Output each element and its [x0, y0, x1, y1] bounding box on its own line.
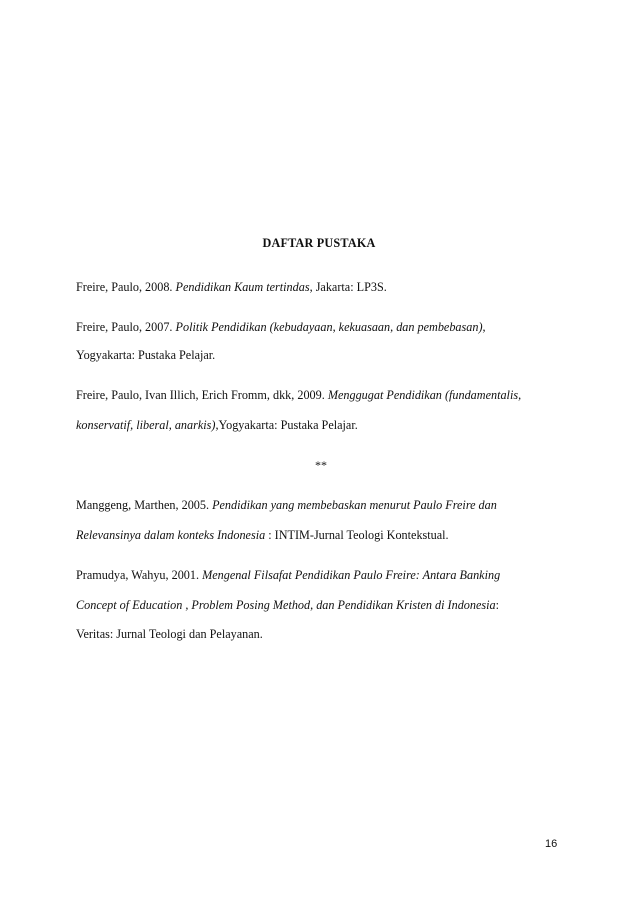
page-number: 16	[545, 838, 558, 850]
reference-2-line-2	[76, 348, 215, 362]
reference-title-continued: Relevansinya dalam konteks Indonesia	[76, 528, 266, 542]
reference-5-line-2	[76, 598, 499, 612]
reference-publisher: : INTIM-Jurnal Teologi Kontekstual.	[265, 528, 449, 542]
reference-title: Pendidikan Kaum tertindas,	[175, 280, 313, 294]
reference-title: Pendidikan yang membebaskan menurut Paulo Freire dan	[212, 498, 497, 512]
reference-punctuation: :	[495, 598, 500, 612]
reference-2	[76, 320, 486, 334]
reference-5	[76, 568, 500, 582]
reference-title-continued: Concept of Education , Problem Posing Method, dan Pendidikan Kristen di Indonesia	[76, 598, 496, 612]
reference-author: Pramudya, Wahyu, 2001.	[76, 568, 203, 582]
reference-publisher: Yogyakarta: Pustaka Pelajar.	[218, 418, 358, 432]
section-separator: **	[315, 458, 327, 472]
reference-author: Freire, Paulo, Ivan Illich, Erich Fromm, dkk, 2009.	[76, 388, 328, 402]
reference-1	[76, 280, 387, 294]
page-title: DAFTAR PUSTAKA	[262, 236, 376, 250]
reference-title: Politik Pendidikan (kebudayaan, kekuasaan, dan pembebasan),	[175, 320, 486, 334]
reference-author: Freire, Paulo, 2007.	[76, 320, 176, 334]
reference-author: Freire, Paulo, 2008.	[76, 280, 176, 294]
reference-title: Menggugat Pendidikan (fundamentalis,	[327, 388, 522, 402]
reference-3	[76, 388, 521, 402]
reference-author: Manggeng, Marthen, 2005.	[76, 498, 213, 512]
reference-publisher: Jakarta: LP3S.	[312, 280, 387, 294]
reference-title-continued: konservatif, liberal, anarkis),	[76, 418, 219, 432]
reference-publisher: Yogyakarta: Pustaka Pelajar.	[76, 348, 216, 362]
reference-3-line-2	[76, 418, 358, 432]
reference-4	[76, 498, 497, 512]
reference-4-line-2	[76, 528, 449, 542]
reference-title: Mengenal Filsafat Pendidikan Paulo Freire: Antara Banking	[202, 568, 501, 582]
reference-publisher: Veritas: Jurnal Teologi dan Pelayanan.	[76, 627, 263, 641]
reference-5-line-3	[76, 627, 263, 641]
